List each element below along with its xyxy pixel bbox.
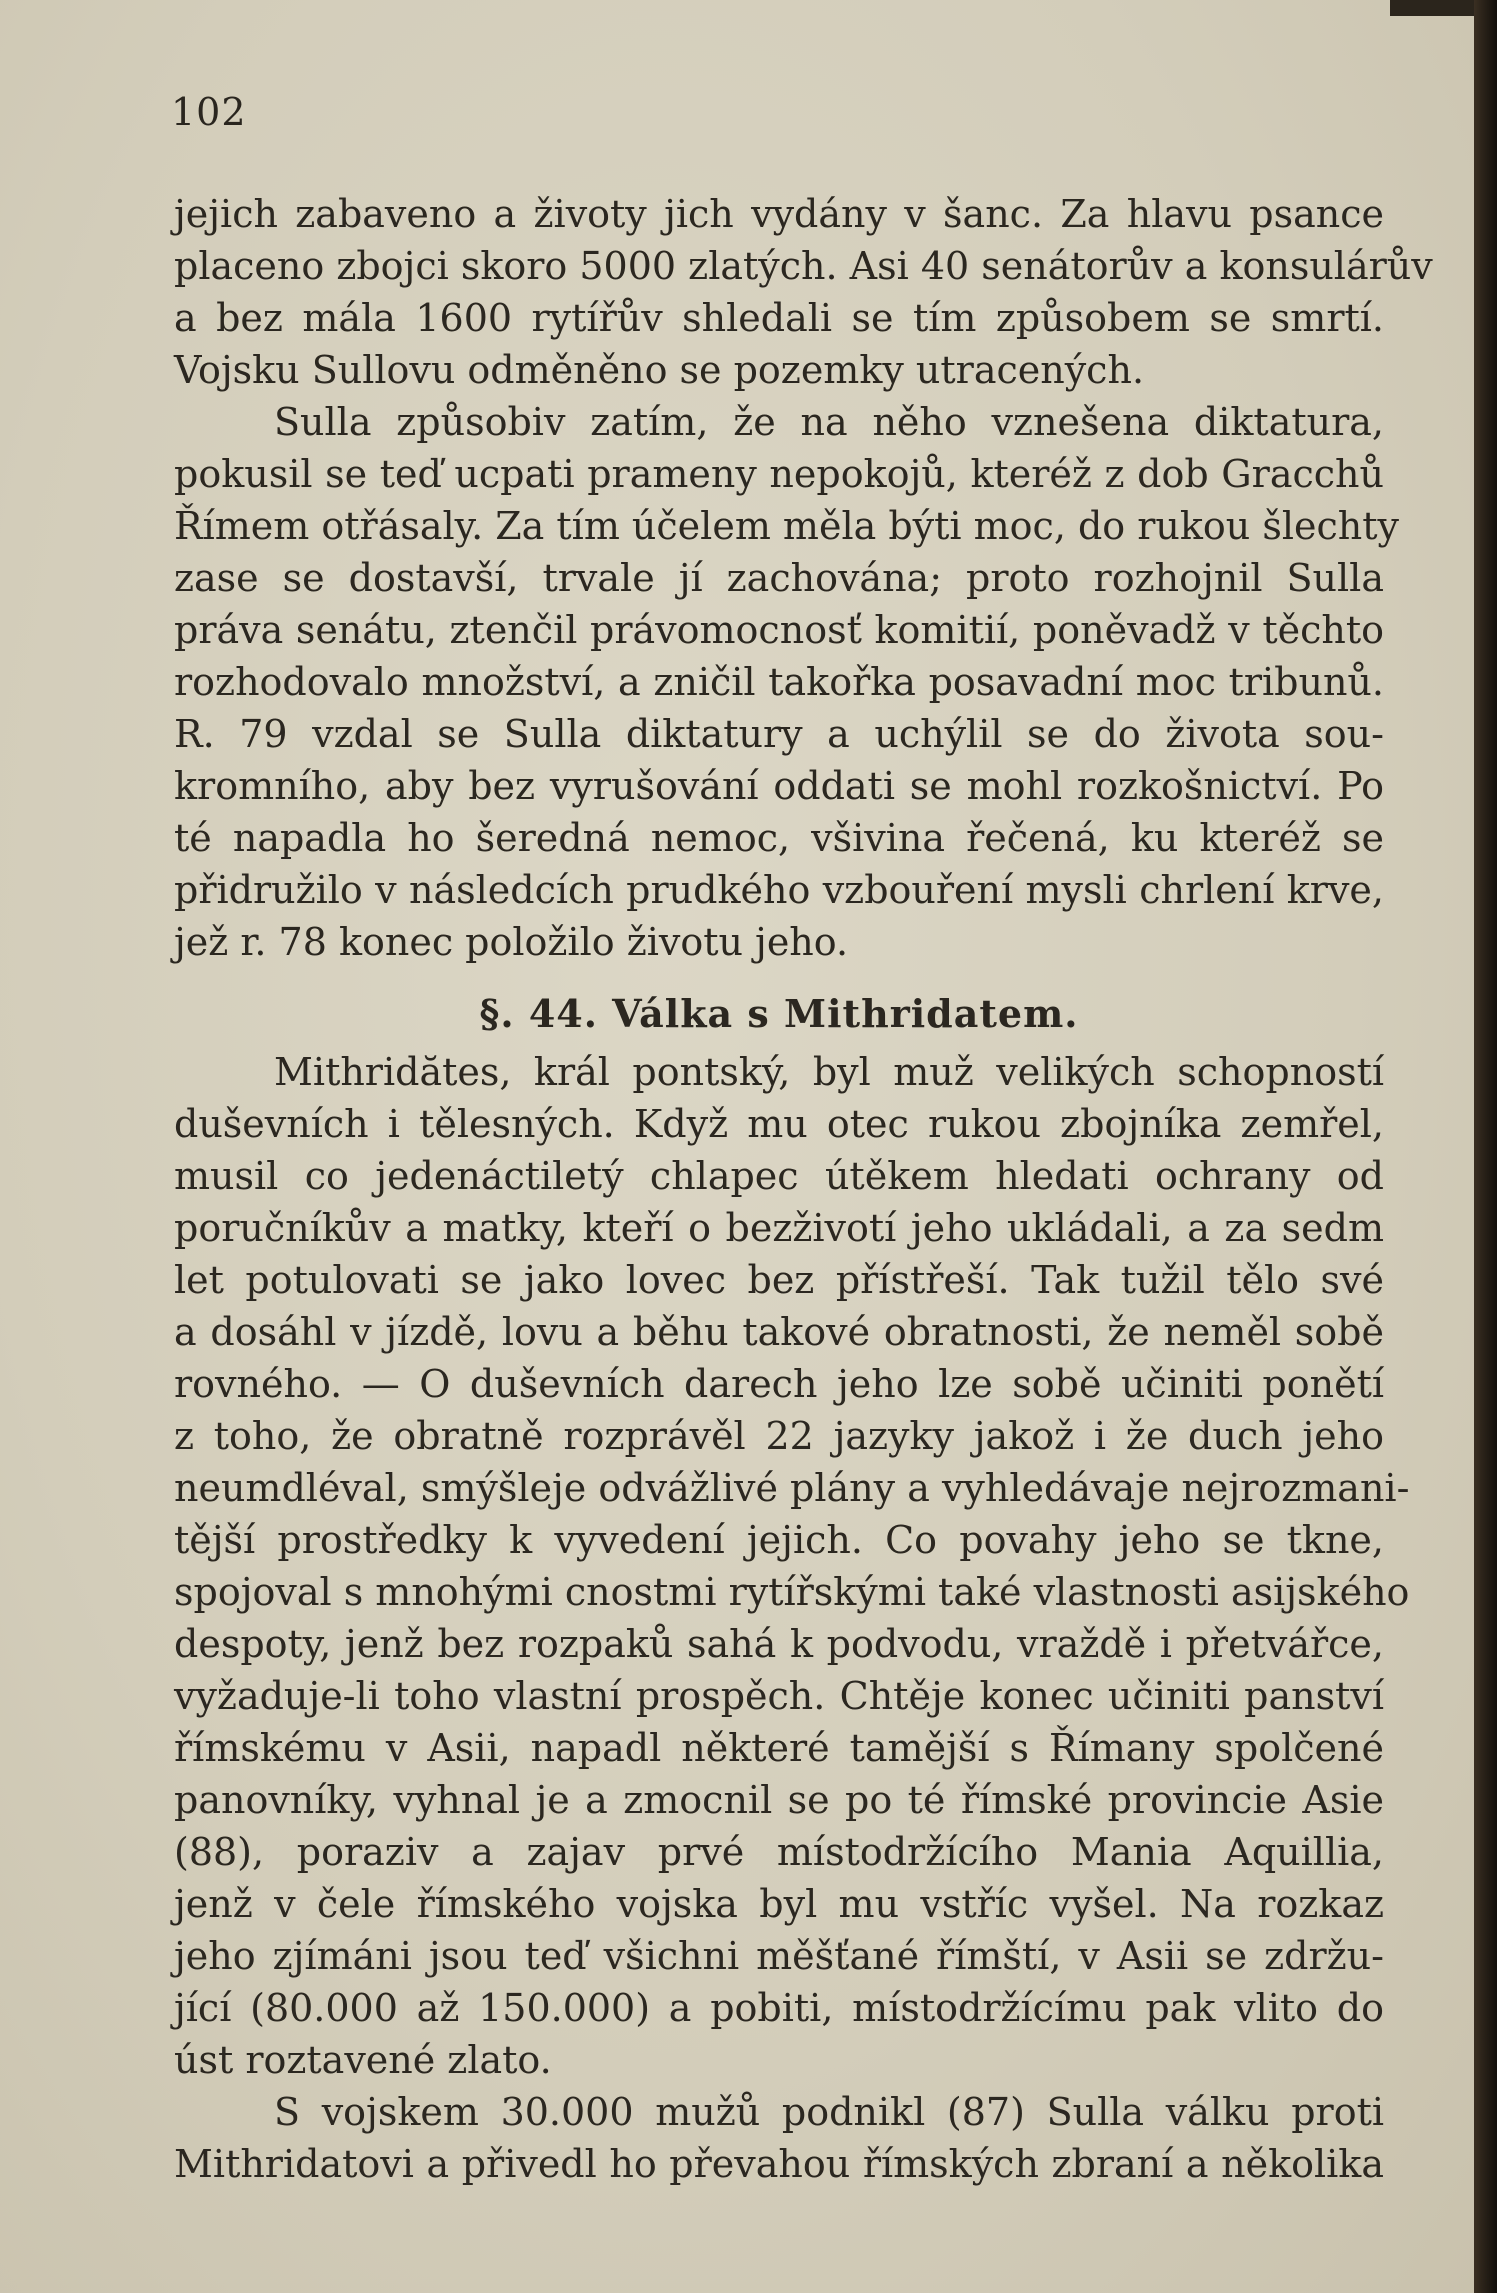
text-line: Mithridătes, král pontský, byl muž velikých schopností xyxy=(274,1050,1384,1094)
text-line: a bez mála 1600 rytířův shledali se tím způsobem se smrtí. xyxy=(174,296,1384,340)
text-line: rozhodovalo množství, a zničil takořka posavadní moc tribunů. xyxy=(174,660,1384,704)
text-line: a dosáhl v jízdě, lovu a běhu takové obratnosti, že neměl sobě xyxy=(174,1310,1384,1354)
text-line: jeho zjímáni jsou teď všichni měšťané římští, v Asii se zdržu- xyxy=(174,1934,1384,1978)
text-line: duševních i tělesných. Když mu otec rukou zbojníka zemřel, xyxy=(174,1102,1384,1146)
text-line: jenž v čele římského vojska byl mu vstříc vyšel. Na rozkaz xyxy=(174,1882,1384,1926)
text-line: Římem otřásaly. Za tím účelem měla býti moc, do rukou šlechty xyxy=(174,504,1399,548)
text-line: R. 79 vzdal se Sulla diktatury a uchýlil se do života sou- xyxy=(174,712,1384,756)
text-line: zase se dostavší, trvale jí zachována; proto rozhojnil Sulla xyxy=(174,556,1384,600)
text-line: despoty, jenž bez rozpaků sahá k podvodu, vraždě i přetvářce, xyxy=(174,1622,1384,1666)
text-line: poručníkův a matky, kteří o bezživotí jeho ukládali, a za sedm xyxy=(174,1206,1384,1250)
text-line: Vojsku Sullovu odměněno se pozemky utracených. xyxy=(174,348,1145,392)
text-line: Mithridatovi a přivedl ho převahou římských zbraní a několika xyxy=(174,2142,1384,2186)
text-line: té napadla ho šeredná nemoc, všivina řečená, ku kteréž se xyxy=(174,816,1384,860)
text-line: úst roztavené zlato. xyxy=(174,2038,552,2082)
text-line: práva senátu, ztenčil právomocnosť komitií, poněvadž v těchto xyxy=(174,608,1384,652)
text-line: neumdléval, smýšleje odvážlivé plány a vyhledávaje nejrozmani- xyxy=(174,1466,1410,1510)
text-line: pokusil se teď ucpati prameny nepokojů, kteréž z dob Gracchů xyxy=(174,452,1384,496)
text-line: jejich zabaveno a životy jich vydány v šanc. Za hlavu psance xyxy=(174,192,1384,236)
text-line: vyžaduje-li toho vlastní prospěch. Chtěje konec učiniti panství xyxy=(174,1674,1384,1718)
text-line: kromního, aby bez vyrušování oddati se mohl rozkošnictví. Po xyxy=(174,764,1384,808)
book-edge-top xyxy=(1390,0,1474,16)
text-line: spojoval s mnohými cnostmi rytířskými také vlastnosti asijského xyxy=(174,1570,1410,1614)
text-line: přidružilo v následcích prudkého vzbouření mysli chrlení krve, xyxy=(174,868,1384,912)
book-edge xyxy=(1474,0,1497,2293)
text-line: Sulla způsobiv zatím, že na něho vznešena diktatura, xyxy=(274,400,1384,444)
text-line: placeno zbojci skoro 5000 zlatých. Asi 40 senátorův a konsulárův xyxy=(174,244,1433,288)
text-line: S vojskem 30.000 mužů podnikl (87) Sulla válku proti xyxy=(274,2090,1384,2134)
body-text xyxy=(174,188,1433,2190)
page-number: 102 xyxy=(171,90,247,134)
text-line: let potulovati se jako lovec bez přístřeší. Tak tužil tělo své xyxy=(174,1258,1384,1302)
text-line: jící (80.000 až 150.000) a pobiti, místodržícímu pak vlito do xyxy=(174,1986,1384,2030)
text-line: (88), poraziv a zajav prvé místodržícího Mania Aquillia, xyxy=(174,1830,1384,1874)
text-line: panovníky, vyhnal je a zmocnil se po té římské provincie Asie xyxy=(174,1778,1384,1822)
text-line: rovného. — O duševních darech jeho lze sobě učiniti ponětí xyxy=(174,1362,1384,1406)
section-heading: §. 44. Válka s Mithridatem. xyxy=(479,991,1079,1036)
text-line: římskému v Asii, napadl některé tamější s Římany spolčené xyxy=(174,1726,1384,1770)
text-line: z toho, že obratně rozprávěl 22 jazyky jakož i že duch jeho xyxy=(174,1414,1384,1458)
text-line: tější prostředky k vyvedení jejich. Co povahy jeho se tkne, xyxy=(174,1518,1384,1562)
text-line: musil co jedenáctiletý chlapec útěkem hledati ochrany od xyxy=(174,1154,1384,1198)
text-line: jež r. 78 konec položilo životu jeho. xyxy=(174,920,849,964)
